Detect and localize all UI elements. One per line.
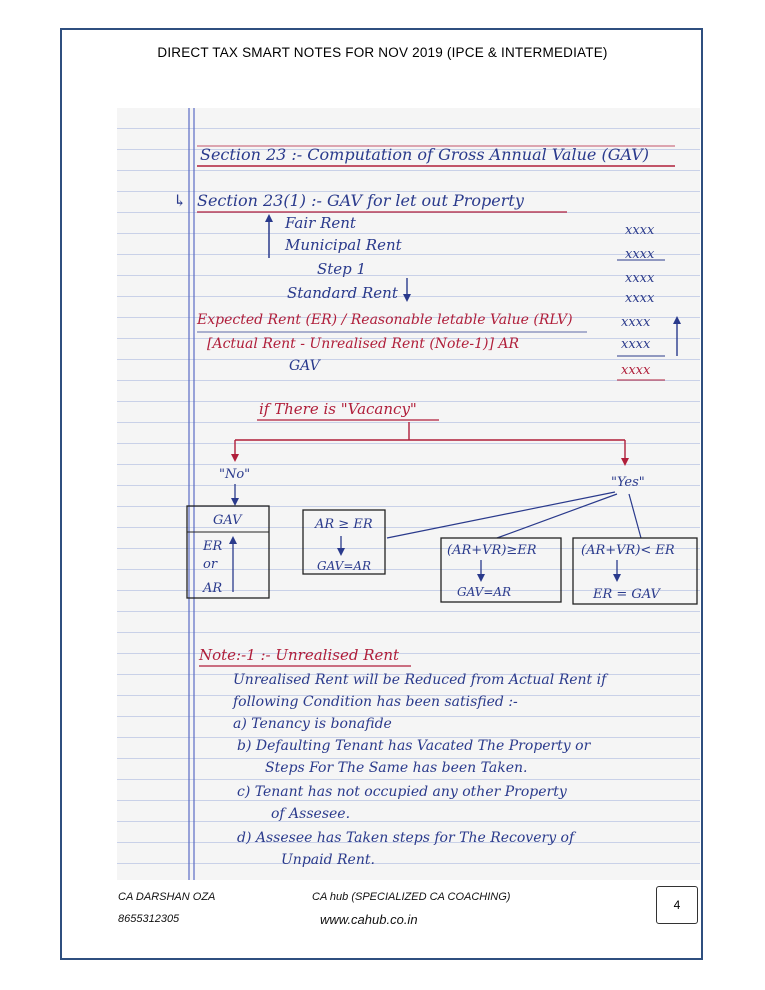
row-value: xxxx [621,315,651,330]
condition-item: c) Tenant has not occupied any other Property [237,784,567,800]
footer-org: CA hub (SPECIALIZED CA COACHING) [312,891,511,903]
box-text: GAV=AR [317,559,372,573]
condition-item: a) Tenancy is bonafide [233,716,392,732]
condition-item: b) Defaulting Tenant has Vacated The Property or [237,738,591,754]
arrow-head-icon [673,316,681,324]
note-text: Unrealised Rent will be Reduced from Actual Rent if [233,672,607,688]
row-value: xxxx [625,247,655,262]
condition-item: d) Assesee has Taken steps for The Recovery of [237,830,575,846]
page-header: DIRECT TAX SMART NOTES FOR NOV 2019 (IPCE & INTERMEDIATE) [157,45,608,60]
arrow-head-icon [621,458,629,466]
page-number: 4 [656,886,698,924]
arrow-head-icon [265,214,273,222]
connector-line [387,492,615,538]
arrow-head-icon [477,574,485,582]
row-label: [Actual Rent - Unrealised Rent (Note-1)] AR [207,336,520,352]
box-text: AR [203,581,223,596]
box-text: (AR+VR)< ER [581,543,675,558]
box-text: GAV=AR [457,585,512,599]
connector-line [497,494,617,538]
arrow-icon: ↳ [173,191,187,210]
row-value: xxxx [621,337,651,352]
box-text: ER [203,539,223,554]
box-text: ER = GAV [593,587,660,602]
note-title: Note:-1 :- Unrealised Rent [199,646,400,664]
condition-item: of Assesee. [271,806,351,822]
box-text: AR ≥ ER [315,517,373,532]
section-title: Section 23 :- Computation of Gross Annual Value (GAV) [200,145,650,164]
box-text: (AR+VR)≥ER [447,543,537,558]
row-label: Expected Rent (ER) / Reasonable letable Value (RLV) [197,312,573,328]
row-label: GAV [289,358,320,374]
condition-item: Unpaid Rent. [281,852,375,868]
arrow-head-icon [613,574,621,582]
row-label: Municipal Rent [285,236,402,254]
arrow-head-icon [231,454,239,462]
row-label: Fair Rent [285,214,356,232]
branch-no-label: "No" [219,467,251,482]
branch-yes-label: "Yes" [611,475,645,490]
footer-author: CA DARSHAN OZA [118,891,216,903]
footer-phone: 8655312305 [118,913,180,925]
row-value: xxxx [621,363,651,378]
notebook-page [117,108,700,880]
box-text: GAV [213,513,242,528]
arrow-head-icon [403,294,411,302]
vacancy-title: if There is "Vacancy" [259,400,417,418]
note-text: following Condition has been satisfied :- [233,694,518,710]
row-label: Standard Rent [287,284,398,302]
footer-website[interactable]: www.cahub.co.in [320,912,418,927]
subsection-title: Section 23(1) :- GAV for let out Property [197,191,524,210]
box-text: or [203,557,218,572]
row-value: xxxx [625,271,655,286]
arrow-head-icon [229,536,237,544]
row-value: xxxx [625,291,655,306]
arrow-head-icon [337,548,345,556]
connector-line [629,494,641,538]
condition-item: Steps For The Same has been Taken. [265,760,528,776]
row-value: xxxx [625,223,655,238]
row-label: Step 1 [317,260,367,278]
arrow-head-icon [231,498,239,506]
